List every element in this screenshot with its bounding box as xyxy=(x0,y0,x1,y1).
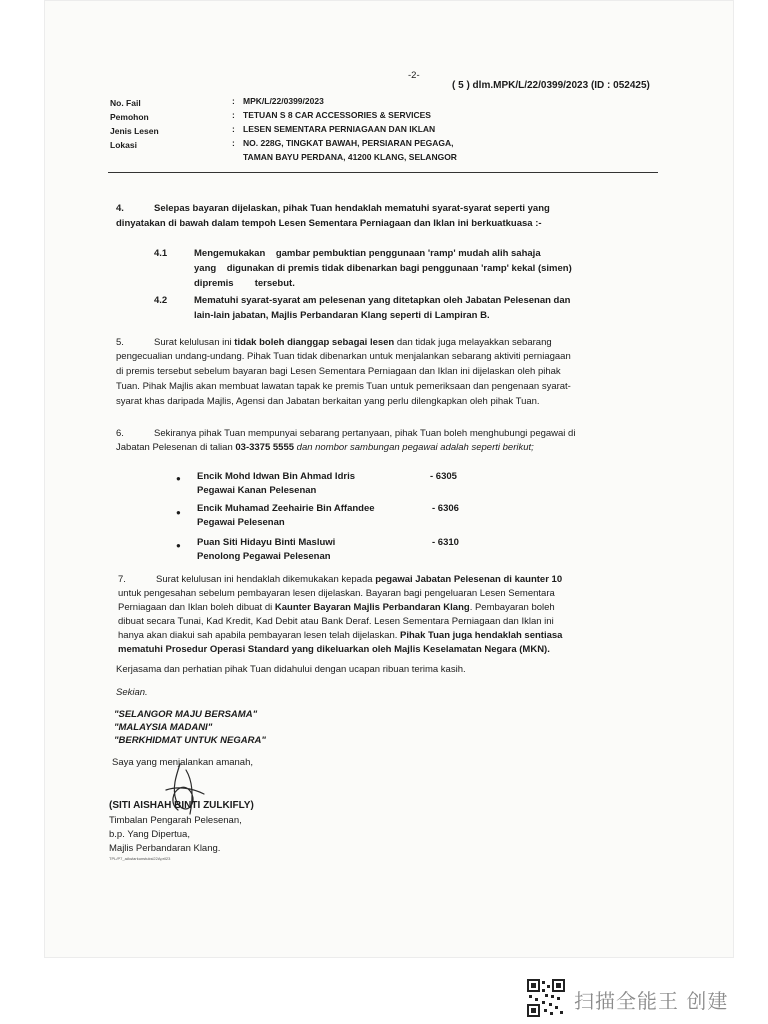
section7-line1 xyxy=(156,573,562,588)
section7-number: 7. xyxy=(118,574,126,585)
section7-line5-emphasis: Pihak Tuan juga hendaklah sentiasa xyxy=(400,630,563,641)
contact-3-name: Puan Siti Hidayu Binti Masluwi xyxy=(197,537,336,548)
header-sep-file: : xyxy=(232,96,235,106)
contact-1-name: Encik Mohd Idwan Bin Ahmad Idris xyxy=(197,471,355,482)
section6-line2-start: Jabatan Pelesenan di talian xyxy=(116,442,236,453)
scanner-brand-watermark: 扫描全能王 创建 xyxy=(574,989,729,1013)
section5-line1-emphasis: tidak boleh dianggap sebagai lesen xyxy=(234,337,395,348)
signatory-name: (SITI AISHAH BINTI ZULKIFLY) xyxy=(109,800,254,811)
slogan-1: "SELANGOR MAJU BERSAMA" xyxy=(114,709,258,720)
contact-3-title: Penolong Pegawai Pelesenan xyxy=(197,551,331,562)
header-value-file: MPK/L/22/0399/2023 xyxy=(243,96,324,106)
section4-item1-line3: dipremis tersebut. xyxy=(194,278,295,289)
section7-line5 xyxy=(118,629,562,644)
section5-number: 5. xyxy=(116,337,124,348)
section5-line1-end: dan tidak juga melayakkan sebarang xyxy=(394,337,552,348)
header-label-license-type: Jenis Lesen xyxy=(110,126,159,136)
section4-item2-number: 4.2 xyxy=(154,295,168,306)
signatory-title-3: Majlis Perbandaran Klang. xyxy=(109,843,221,854)
bullet-icon: ● xyxy=(176,541,181,550)
section6-line1: Sekiranya pihak Tuan mempunyai sebarang pertanyaan, pihak Tuan boleh menghubungi pegawai di xyxy=(154,428,576,439)
closing-text: Kerjasama dan perhatian pihak Tuan didahului dengan ucapan ribuan terima kasih. xyxy=(116,664,466,675)
slogan-3: "BERKHIDMAT UNTUK NEGARA" xyxy=(114,735,266,746)
header-sep-location: : xyxy=(232,138,235,148)
section6-number: 6. xyxy=(116,428,124,439)
section7-line3 xyxy=(118,601,555,616)
header-value-license-type: LESEN SEMENTARA PERNIAGAAN DAN IKLAN xyxy=(243,124,436,134)
section4-item2-line1: Mematuhi syarat-syarat am pelesenan yang ditetapkan oleh Jabatan Pelesenan dan xyxy=(194,295,571,306)
page-number: -2- xyxy=(408,70,420,81)
header-label-applicant: Pemohon xyxy=(110,112,149,122)
section4-number: 4. xyxy=(116,203,124,214)
section4-item1-number: 4.1 xyxy=(154,248,168,259)
contact-1-title: Pegawai Kanan Pelesenan xyxy=(197,485,317,496)
header-divider xyxy=(108,172,658,173)
header-sep-license-type: : xyxy=(232,124,235,134)
section5-line1-start: Surat kelulusan ini xyxy=(154,337,235,348)
section7-line1-start: Surat kelulusan ini hendaklah dikemukakan kepada xyxy=(156,574,376,585)
section4-item2-line2: lain-lain jabatan, Majlis Perbandaran Klang seperti di Lampiran B. xyxy=(194,310,490,321)
header-value-location-line2: TAMAN BAYU PERDANA, 41200 KLANG, SELANGOR xyxy=(243,152,457,162)
section5-line3: di premis tersebut sebelum bayaran bagi Lesen Sementara Perniagaan dan Iklan ini dijelaskan oleh pihak xyxy=(116,366,561,377)
header-sep-applicant: : xyxy=(232,110,235,120)
slogan-2: "MALAYSIA MADANI" xyxy=(114,722,213,733)
section4-item1-line2: yang digunakan di premis tidak dibenarkan bagi penggunaan 'ramp' kekal (simen) xyxy=(194,263,572,274)
section4-item1-line1: Mengemukakan gambar pembuktian penggunaan 'ramp' mudah alih sahaja xyxy=(194,248,541,259)
footer-reference-mark: TPL/P7_aAwlarkunstuksi22April23 xyxy=(109,856,171,861)
section4-line2: dinyatakan di bawah dalam tempoh Lesen Sementara Perniagaan dan Iklan ini berkuatkuasa :- xyxy=(116,218,542,229)
section7-line3-start: Perniagaan dan Iklan boleh dibuat di xyxy=(118,602,275,613)
section7-line1-emphasis: pegawai Jabatan Pelesenan di kaunter 10 xyxy=(375,574,563,585)
signature-image xyxy=(158,760,228,820)
section7-line4: dibuat secara Tunai, Kad Kredit, Kad Debit atau Bank Deraf. Lesen Sementara Perniagaan dan Iklan ini xyxy=(118,616,554,627)
section7-line6: mematuhi Prosedur Operasi Standard yang dikeluarkan oleh Majlis Keselamatan Negara (MKN). xyxy=(118,644,550,655)
section7-line3-emphasis: Kaunter Bayaran Majlis Perbandaran Klang xyxy=(274,602,470,613)
signatory-title-2: b.p. Yang Dipertua, xyxy=(109,829,190,840)
header-label-file: No. Fail xyxy=(110,98,141,108)
contact-3-ext: - 6310 xyxy=(432,537,459,548)
section5-line1 xyxy=(154,336,552,351)
contact-2-name: Encik Muhamad Zeehairie Bin Affandee xyxy=(197,503,375,514)
contact-2-title: Pegawai Pelesenan xyxy=(197,517,285,528)
contact-1-ext: - 6305 xyxy=(430,471,457,482)
sign-intro: Saya yang menjalankan amanah, xyxy=(112,757,254,768)
sekian-text: Sekian. xyxy=(116,687,148,698)
section4-line1: Selepas bayaran dijelaskan, pihak Tuan hendaklah mematuhi syarat-syarat seperti yang xyxy=(154,203,550,214)
section5-line5: syarat khas daripada Majlis, Agensi dan Jabatan berkaitan yang perlu dilengkapkan oleh pihak Tuan. xyxy=(116,396,540,407)
bullet-icon: ● xyxy=(176,508,181,517)
section7-line2: untuk pengesahan sebelum pembayaran lesen dijelaskan. Bayaran bagi pengeluaran Lesen Sementara xyxy=(118,588,555,599)
section5-line4: Tuan. Pihak Majlis akan membuat lawatan tapak ke premis Tuan untuk pemeriksaan dan pengenaan syarat- xyxy=(116,381,571,392)
contact-2-ext: - 6306 xyxy=(432,503,459,514)
header-value-applicant: TETUAN S 8 CAR ACCESSORIES & SERVICES xyxy=(243,110,431,120)
header-value-location: NO. 228G, TINGKAT BAWAH, PERSIARAN PEGAGA, xyxy=(243,138,454,148)
section6-phone: 03-3375 5555 xyxy=(235,442,295,453)
qr-code-icon xyxy=(527,979,565,1017)
reference-code: ( 5 ) dlm.MPK/L/22/0399/2023 (ID : 052425) xyxy=(452,80,650,91)
section7-line3-end: . Pembayaran boleh xyxy=(469,602,555,613)
section7-line5-start: hanya akan diakui sah apabila pembayaran lesen telah dijelaskan. xyxy=(118,630,401,641)
header-label-location: Lokasi xyxy=(110,140,137,150)
section5-line2: pengecualian undang-undang. Pihak Tuan tidak dibenarkan untuk menjalankan sebarang aktiviti perniagaan xyxy=(116,351,571,362)
signatory-title-1: Timbalan Pengarah Pelesenan, xyxy=(109,815,242,826)
bullet-icon: ● xyxy=(176,474,181,483)
section6-line2-end: dan nombor sambungan pegawai adalah seperti berikut; xyxy=(294,442,534,453)
section6-line2 xyxy=(116,441,534,456)
